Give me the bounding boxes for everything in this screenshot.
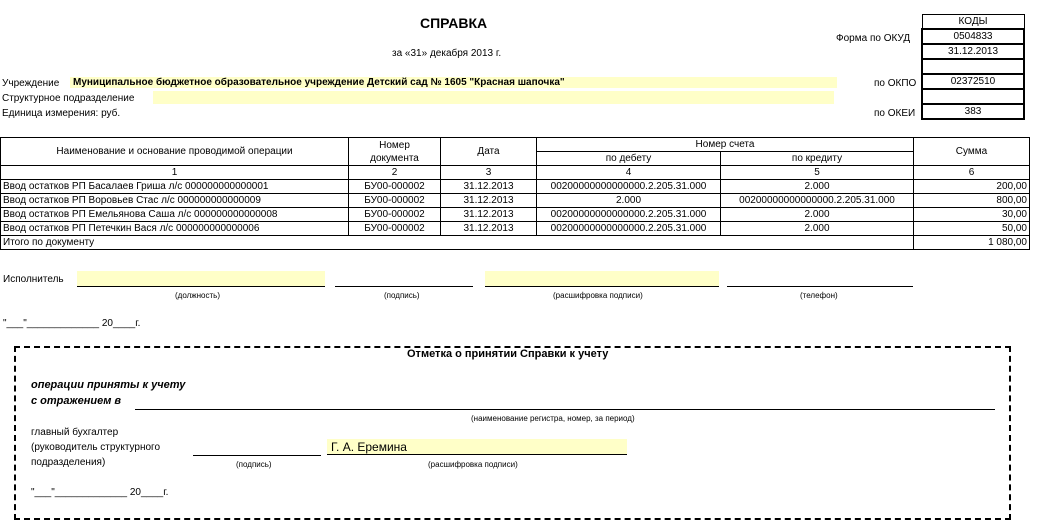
col-header-sum: Сумма — [914, 138, 1030, 166]
row-name: Ввод остатков РП Басалаев Гриша л/с 000000000000001 — [1, 180, 349, 194]
executor-position-field[interactable] — [77, 271, 325, 287]
register-field[interactable] — [135, 395, 995, 410]
chief-decode-caption: (расшифровка подписи) — [428, 460, 518, 469]
row-doc: БУ00-000002 — [349, 208, 441, 222]
row-credit: 2.000 — [721, 208, 914, 222]
col-header-doc: Номер документа — [349, 138, 441, 166]
institution-value[interactable]: Муниципальное бюджетное образовательное учреждение Детский сад № 1605 "Красная шапочка" — [70, 77, 837, 88]
row-sum: 200,00 — [914, 180, 1030, 194]
executor-label: Исполнитель — [3, 274, 64, 285]
table-row — [1, 208, 1030, 222]
executor-name-field[interactable] — [485, 271, 719, 287]
subdivision-label: Структурное подразделение — [2, 93, 135, 104]
chief-name-field[interactable]: Г. А. Еремина — [327, 439, 627, 455]
col-number: 4 — [537, 166, 721, 180]
acceptance-line2: с отражением в — [31, 395, 122, 407]
row-debit: 00200000000000000.2.205.31.000 — [537, 180, 721, 194]
okpo-label: по ОКПО — [874, 78, 917, 89]
codes-table — [921, 14, 1025, 120]
total-row — [1, 236, 1030, 250]
row-debit: 00200000000000000.2.205.31.000 — [537, 208, 721, 222]
col-header-account: Номер счета — [537, 138, 914, 152]
acceptance-date-line: "___"_____________ 20____г. — [31, 487, 169, 498]
col-header-debit: по дебету — [537, 152, 721, 166]
row-credit: 00200000000000000.2.205.31.000 — [721, 194, 914, 208]
phone-caption: (телефон) — [800, 291, 838, 300]
position-caption: (должность) — [175, 291, 220, 300]
okei-value[interactable]: 383 — [922, 104, 1024, 119]
chief-signature-caption: (подпись) — [236, 460, 272, 469]
unit-label: Единица измерения: руб. — [2, 108, 121, 119]
table-row — [1, 194, 1030, 208]
row-sum: 50,00 — [914, 222, 1030, 236]
okei-label: по ОКЕИ — [874, 108, 916, 119]
decode-caption: (расшифровка подписи) — [553, 291, 643, 300]
row-name: Ввод остатков РП Воровьев Стас л/с 000000000000009 — [1, 194, 349, 208]
col-number: 5 — [721, 166, 914, 180]
row-name: Ввод остатков РП Емельянова Саша л/с 000000000000008 — [1, 208, 349, 222]
row-credit: 2.000 — [721, 180, 914, 194]
col-number: 1 — [1, 166, 349, 180]
row-sum: 800,00 — [914, 194, 1030, 208]
date-value[interactable]: 31.12.2013 — [922, 44, 1024, 59]
row-doc: БУ00-000002 — [349, 180, 441, 194]
codes-header: КОДЫ — [922, 15, 1024, 30]
chief-label-2: (руководитель структурного — [31, 442, 161, 453]
col-number: 3 — [441, 166, 537, 180]
row-date: 31.12.2013 — [441, 180, 537, 194]
total-value: 1 080,00 — [914, 236, 1030, 250]
row-debit: 00200000000000000.2.205.31.000 — [537, 222, 721, 236]
okud-label: Форма по ОКУД — [836, 33, 911, 44]
institution-label: Учреждение — [2, 78, 60, 89]
row-debit: 2.000 — [537, 194, 721, 208]
chief-signature-field[interactable] — [193, 440, 321, 456]
row-sum: 30,00 — [914, 208, 1030, 222]
total-label: Итого по документу — [1, 236, 914, 250]
col-number: 6 — [914, 166, 1030, 180]
col-number: 2 — [349, 166, 441, 180]
operations-table — [0, 137, 1030, 250]
acceptance-line1: операции приняты к учету — [31, 379, 186, 391]
row-credit: 2.000 — [721, 222, 914, 236]
executor-date-line: "___"_____________ 20____г. — [3, 318, 141, 329]
row-date: 31.12.2013 — [441, 222, 537, 236]
col-header-name: Наименование и основание проводимой операции — [1, 138, 349, 166]
report-date: за «31» декабря 2013 г. — [392, 48, 502, 59]
row-doc: БУ00-000002 — [349, 194, 441, 208]
row-doc: БУ00-000002 — [349, 222, 441, 236]
chief-label-3: подразделения) — [31, 457, 106, 468]
table-row — [1, 180, 1030, 194]
table-row — [1, 222, 1030, 236]
okud-value[interactable]: 0504833 — [922, 29, 1024, 44]
chief-label-1: главный бухгалтер — [31, 427, 119, 438]
subdivision-field[interactable] — [153, 91, 834, 104]
signature-caption: (подпись) — [384, 291, 420, 300]
executor-signature-field[interactable] — [335, 271, 473, 287]
col-header-credit: по кредиту — [721, 152, 914, 166]
row-date: 31.12.2013 — [441, 208, 537, 222]
executor-phone-field[interactable] — [727, 271, 913, 287]
row-date: 31.12.2013 — [441, 194, 537, 208]
register-caption: (наименование регистра, номер, за период) — [471, 414, 635, 423]
row-name: Ввод остатков РП Петечкин Вася л/с 000000000000006 — [1, 222, 349, 236]
page-title: СПРАВКА — [420, 15, 488, 31]
col-header-date: Дата — [441, 138, 537, 166]
okpo-value[interactable]: 02372510 — [922, 74, 1024, 89]
acceptance-title: Отметка о принятии Справки к учету — [407, 348, 609, 360]
